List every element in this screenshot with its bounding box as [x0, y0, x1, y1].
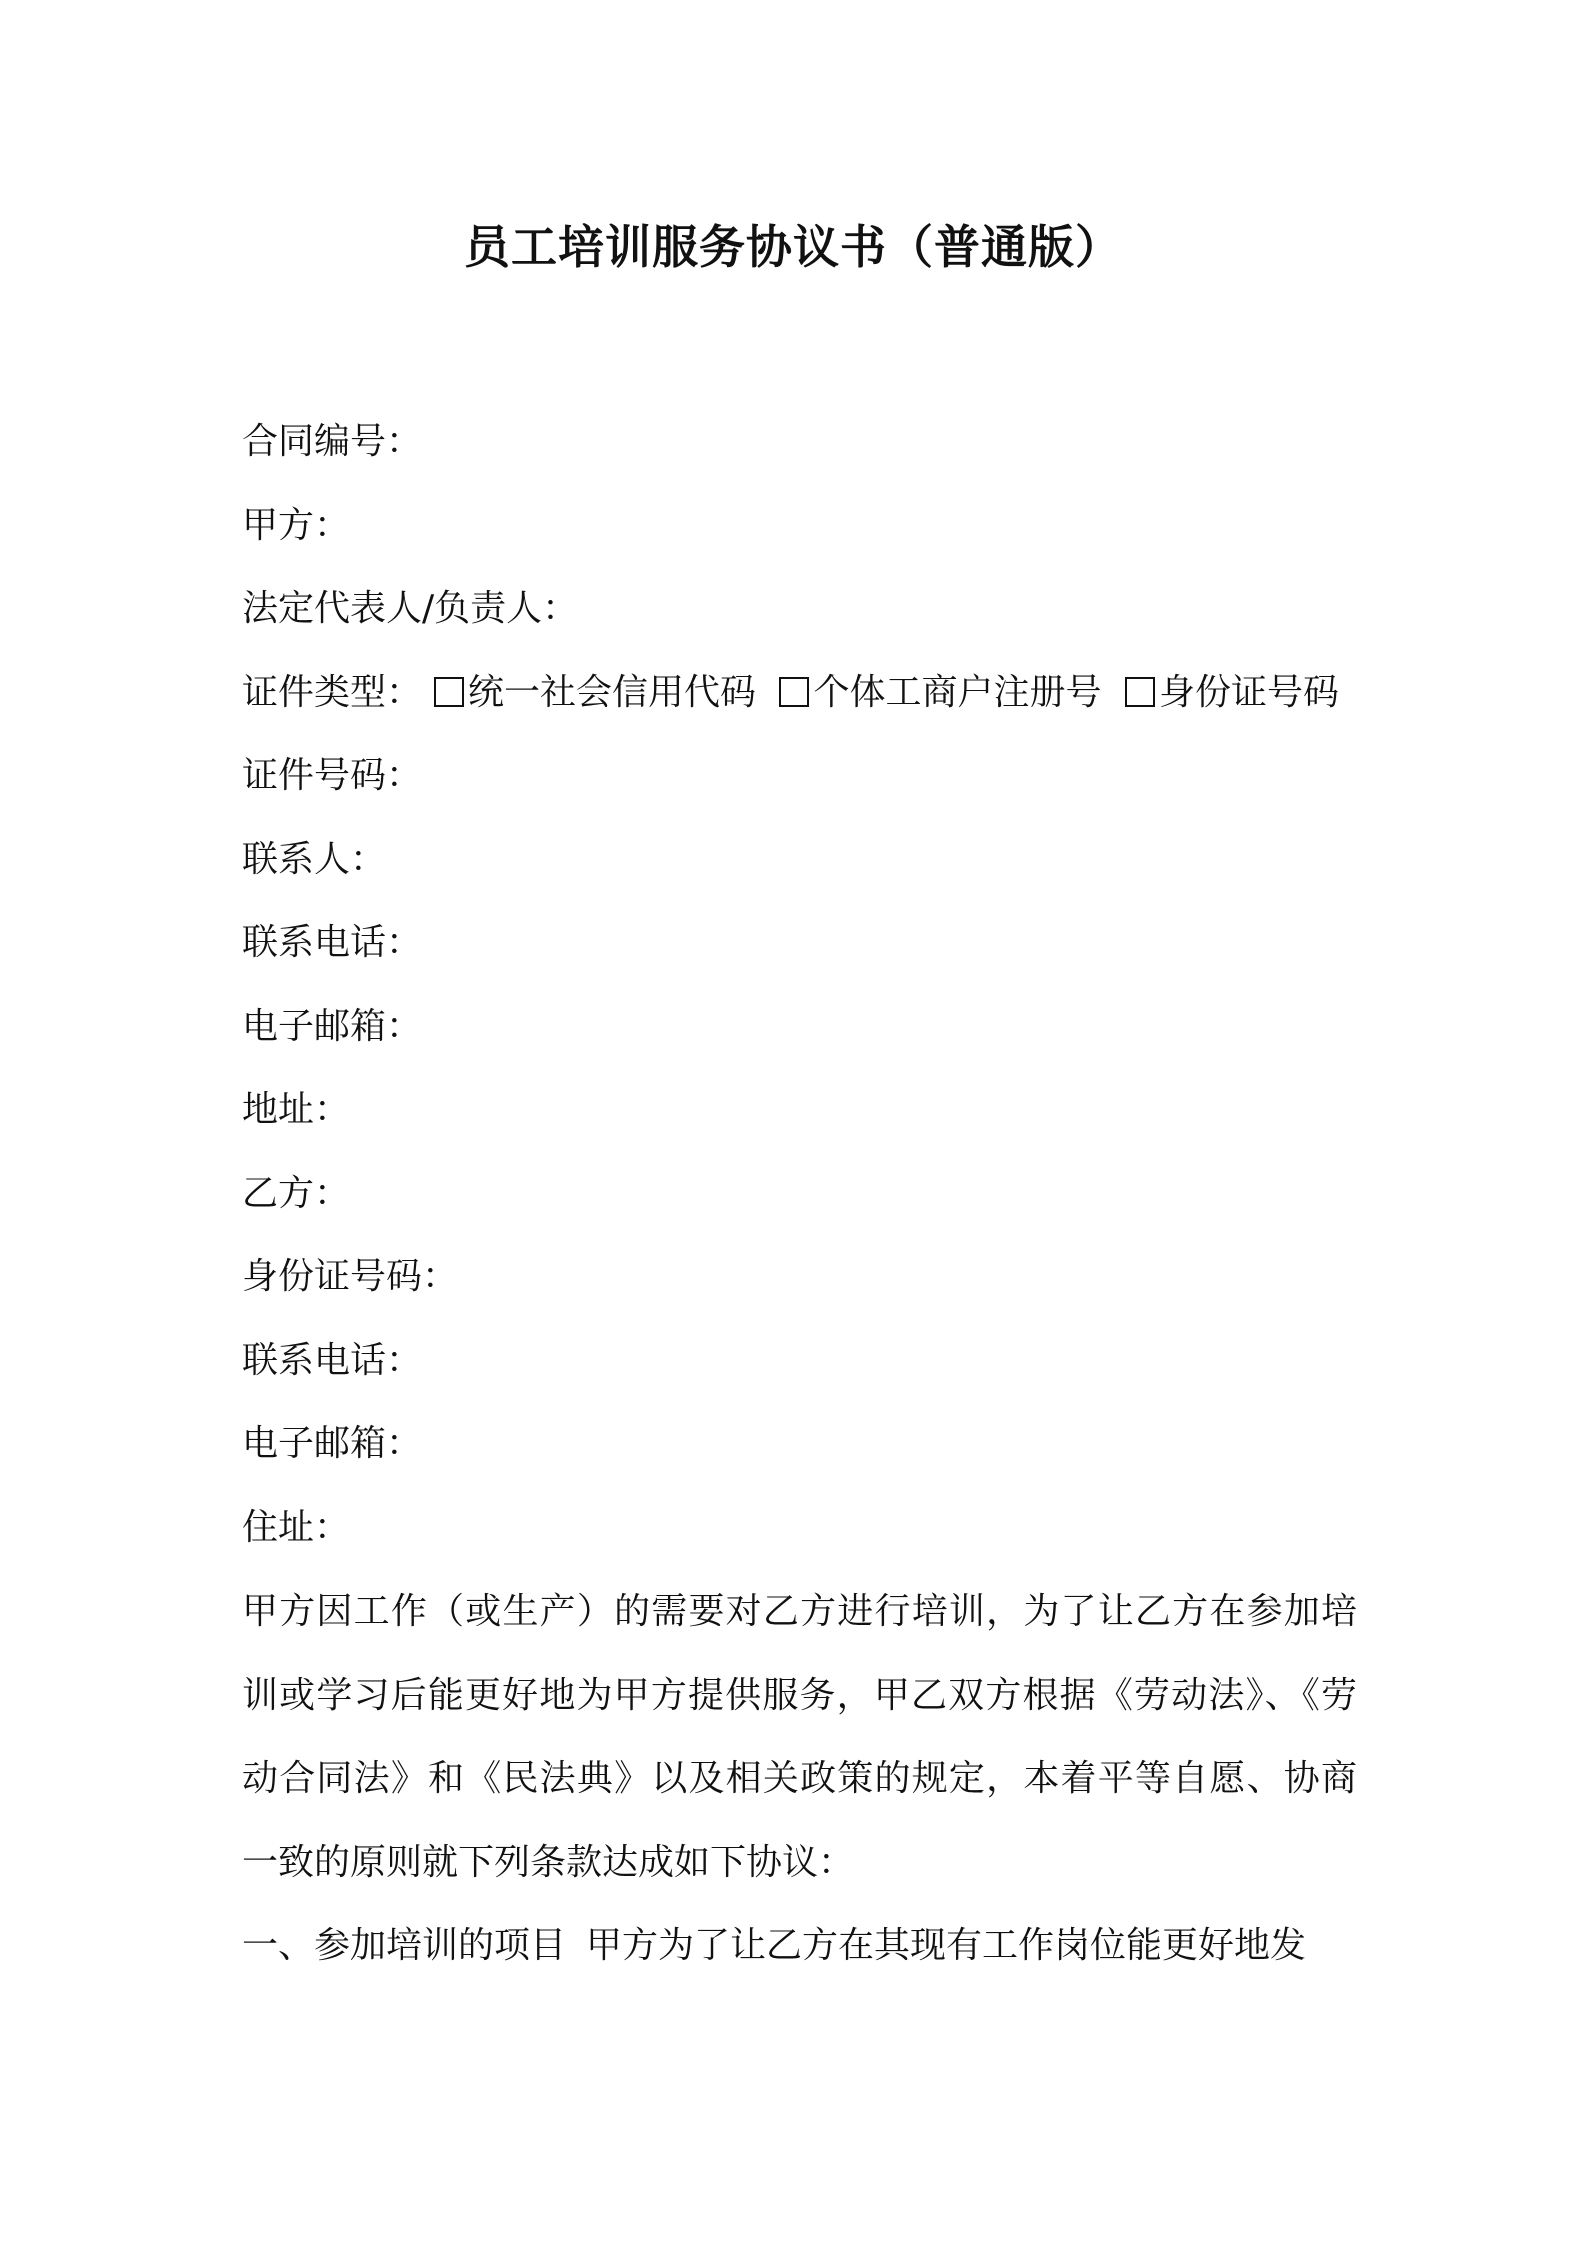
- party-a-address-label: 地址：: [242, 1089, 351, 1130]
- party-b-residence-line: [242, 1486, 1362, 1570]
- checkbox-icon[interactable]: [779, 677, 809, 707]
- id-type-option-id-card[interactable]: [1125, 672, 1339, 713]
- id-type-option-label: 个体工商户注册号: [813, 671, 1102, 713]
- id-type-option-label: 身份证号码: [1158, 671, 1339, 713]
- preamble-paragraph: [242, 1570, 1357, 1904]
- contract-number-line: [242, 400, 1362, 484]
- id-type-line: [242, 651, 1362, 735]
- section-one-paragraph: [242, 1904, 1357, 1988]
- party-b-label: 乙方：: [242, 1172, 351, 1214]
- id-number-line: [242, 734, 1362, 818]
- party-b-email-line: [242, 1402, 1362, 1486]
- id-number-label: 证件号码：: [242, 755, 423, 796]
- party-b-residence-label: 住址：: [242, 1506, 351, 1548]
- party-a-email-line: [242, 985, 1362, 1069]
- document-title: 员工培训服务协议书（普通版）: [464, 220, 1122, 274]
- party-info-fields: [242, 400, 1362, 1569]
- party-a-phone-line: [242, 901, 1362, 985]
- section-one-heading: 一、参加培训的项目: [242, 1925, 567, 1966]
- id-type-option-business-registration[interactable]: [779, 672, 1101, 713]
- party-b-email-label: 电子邮箱：: [242, 1423, 423, 1464]
- party-a-label: 甲方：: [242, 504, 351, 546]
- party-b-id-number-line: [242, 1235, 1362, 1319]
- party-a-email-label: 电子邮箱：: [242, 1005, 423, 1047]
- preamble-line: 动合同法》和《民法典》以及相关政策的规定，本着平等自愿、协商: [242, 1758, 1357, 1799]
- party-a-address-line: [242, 1068, 1362, 1152]
- checkbox-icon[interactable]: [434, 677, 464, 707]
- preamble-line: 一致的原则就下列条款达成如下协议：: [242, 1841, 855, 1883]
- legal-representative-label: 法定代表人/负责人：: [242, 588, 579, 629]
- preamble-line: 训或学习后能更好地为甲方提供服务，甲乙双方根据《劳动法》、《劳: [242, 1674, 1357, 1716]
- contact-person-label: 联系人：: [242, 838, 387, 880]
- id-type-option-credit-code[interactable]: [434, 672, 756, 713]
- party-b-phone-label: 联系电话：: [242, 1339, 423, 1381]
- party-b-id-number-label: 身份证号码：: [242, 1256, 459, 1297]
- party-a-line: [242, 484, 1362, 568]
- contract-number-label: 合同编号：: [242, 421, 423, 462]
- contact-person-line: [242, 818, 1362, 902]
- party-b-phone-line: [242, 1319, 1362, 1403]
- legal-representative-line: [242, 567, 1362, 651]
- party-b-line: [242, 1152, 1362, 1236]
- checkbox-icon[interactable]: [1125, 677, 1155, 707]
- id-type-label: 证件类型：: [242, 671, 423, 713]
- party-a-phone-label: 联系电话：: [242, 922, 423, 963]
- preamble-line: 甲方因工作（或生产）的需要对乙方进行培训，为了让乙方在参加培: [242, 1591, 1357, 1632]
- id-type-option-label: 统一社会信用代码: [468, 671, 757, 713]
- section-one-text: 甲方为了让乙方在其现有工作岗位能更好地发: [586, 1925, 1307, 1966]
- agreement-body: [242, 1570, 1357, 1988]
